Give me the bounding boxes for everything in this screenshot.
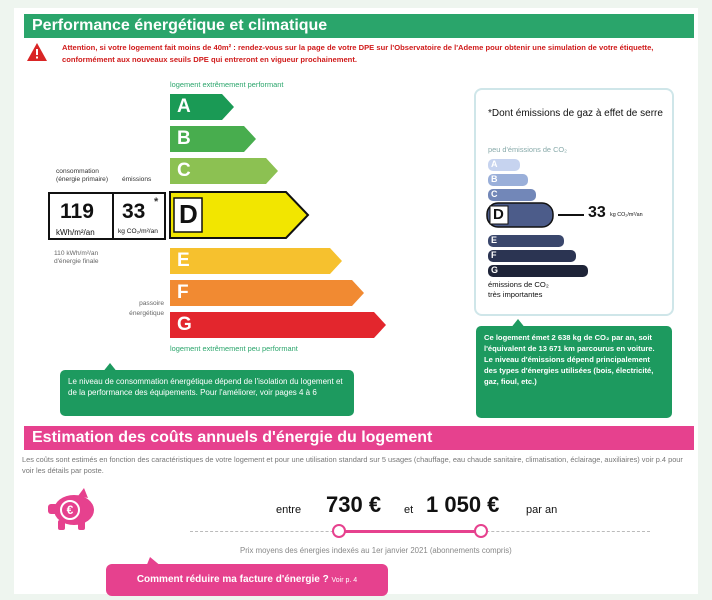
ges-value: 33 xyxy=(588,204,606,221)
energy-band-f xyxy=(170,280,364,306)
ges-pointer-line xyxy=(558,214,584,216)
range-marker-low xyxy=(332,524,346,538)
range-marker-high xyxy=(474,524,488,538)
section-title-costs: Estimation des coûts annuels d'énergie du logement xyxy=(24,426,694,450)
ges-panel xyxy=(474,88,674,316)
consumption-value: 119 xyxy=(60,200,94,223)
final-energy-value: 110 kWh/m²/an xyxy=(54,250,99,257)
ges-letter: E xyxy=(491,235,498,245)
band-letter: E xyxy=(177,250,190,271)
costs-paragraph: Les coûts sont estimés en fonction des caractéristiques de votre logement et pour une utilisation standard sur 5 usages (chauffage, eau chaude sanitaire, climatisation, éclairage, auxiliaires) voir p.4 pour voir les détails par poste. xyxy=(22,455,683,475)
ges-title: *Dont émissions de gaz à effet de serre xyxy=(488,108,663,119)
svg-text:€: € xyxy=(66,503,74,517)
ges-band-b xyxy=(488,173,528,185)
energy-band-b xyxy=(170,126,256,152)
ges-unit: kg CO₂/m²/an xyxy=(610,212,643,218)
ges-letter: G xyxy=(491,265,499,275)
passoire-label-2: énergétique xyxy=(129,310,164,317)
emissions-star: * xyxy=(154,196,159,208)
cost-and: et xyxy=(404,504,414,516)
ges-letter: A xyxy=(491,159,498,169)
cost-low: 730 € xyxy=(326,492,382,517)
band-letter: A xyxy=(177,96,191,117)
warning-text: Attention, si votre logement fait moins de 40m² : rendez-vous sur la page de votre DPE sur l'Observatoire de l'Ademe pour obtenir une simulation de votre étiquette, conformément aux nouveaux seuils DPE qui entreront en vigueur prochainement. xyxy=(62,43,654,64)
cost-high: 1 050 € xyxy=(426,492,500,517)
ges-letter: B xyxy=(491,174,498,184)
info-box-consumption: Le niveau de consommation énergétique dépend de l'isolation du logement et de la performance des équipements. Pour l'améliorer, voir pages 4 à 6 xyxy=(60,370,354,416)
range-bar xyxy=(340,530,480,533)
ges-band-d-current xyxy=(486,202,556,233)
cost-per-year: par an xyxy=(526,504,558,516)
scale-top-label: logement extrêmement performant xyxy=(170,80,284,89)
ges-band-f xyxy=(488,249,576,261)
energy-band-d-current xyxy=(168,190,310,245)
final-energy-label: d'énergie finale xyxy=(54,258,99,265)
band-letter: F xyxy=(177,282,189,303)
ges-scale-bottom: émissions de CO₂ xyxy=(488,280,549,289)
band-letter: B xyxy=(177,128,191,149)
section-title-performance: Performance énergétique et climatique xyxy=(24,14,694,38)
band-letter: G xyxy=(177,314,192,335)
reduce-bill-link[interactable] xyxy=(106,564,388,596)
info-box-emissions: Ce logement émet 2 638 kg de CO₂ par an, soit l'équivalent de 13 671 km parcourus en voiture. Le niveau d'émissions dépend principalement des types d'énergies utilisées (bois, électricité, gaz, fioul, etc.) xyxy=(476,326,672,418)
price-note: Prix moyens des énergies indexés au 1er janvier 2021 (abonnements compris) xyxy=(240,546,512,555)
energy-band-a xyxy=(170,94,234,120)
emissions-value: 33 xyxy=(122,200,146,223)
reduce-bill-ref: Voir p. 4 xyxy=(331,577,358,584)
ges-scale-top: peu d'émissions de CO₂ xyxy=(488,145,568,154)
band-letter: C xyxy=(177,160,191,181)
emissions-label: émissions xyxy=(122,176,152,183)
energy-band-e xyxy=(170,248,342,274)
ges-current-letter: D xyxy=(493,206,504,223)
emissions-unit: kg CO₂/m²/an xyxy=(118,228,158,235)
warning-icon xyxy=(26,42,48,62)
energy-band-g xyxy=(170,312,386,338)
energy-band-c xyxy=(170,158,278,184)
ges-band-a xyxy=(488,158,520,170)
ges-letter: C xyxy=(491,189,498,199)
ges-band-e xyxy=(488,234,564,246)
passoire-label: passoire xyxy=(139,300,164,307)
cost-between: entre xyxy=(276,504,302,516)
consumption-box xyxy=(48,192,166,240)
ges-letter: F xyxy=(491,250,497,260)
ges-band-c xyxy=(488,188,536,200)
ges-scale-bottom-2: très importantes xyxy=(488,290,543,299)
consumption-unit: kWh/m²/an xyxy=(56,228,95,237)
scale-bottom-label: logement extrêmement peu performant xyxy=(170,344,298,353)
ges-band-g xyxy=(488,264,588,276)
dpe-page xyxy=(14,8,698,594)
piggy-bank-icon xyxy=(44,488,98,532)
current-band-letter: D xyxy=(179,199,198,229)
consumption-label: consommation (énergie primaire) xyxy=(56,168,109,183)
reduce-bill-text: Comment réduire ma facture d'énergie ? xyxy=(136,574,329,585)
